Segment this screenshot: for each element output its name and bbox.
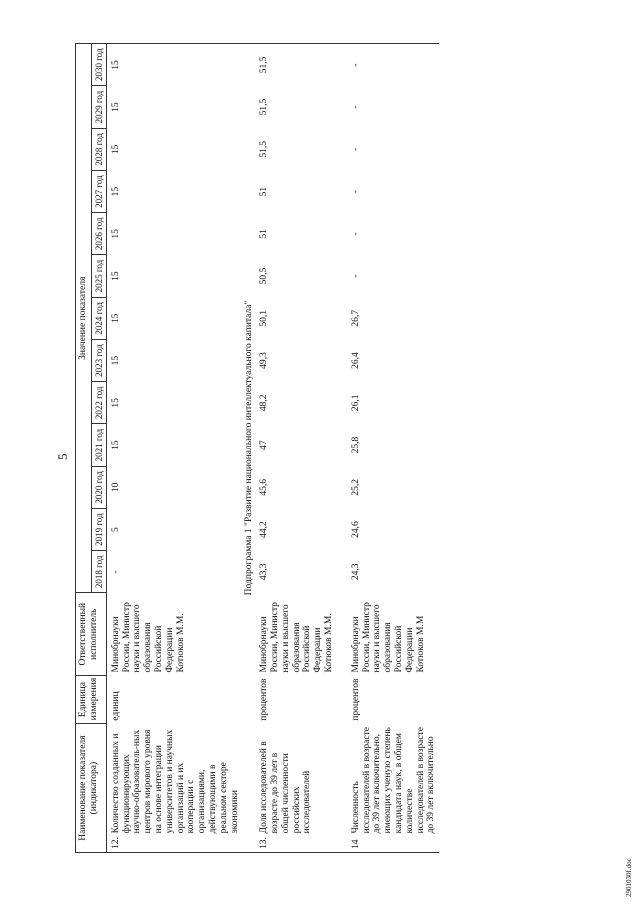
value-cell: 44,2 [259,521,270,538]
value-cell: 15 [110,313,121,324]
indicators-table [75,43,439,853]
value-cell: 50,5 [259,267,270,285]
value-cell: 25,2 [350,479,361,496]
value-cell: 24,3 [350,563,361,581]
executor-cell: Минобрнауки России, Министр науки и высшего образования Российской Федерации Котюков М.М. [259,602,334,673]
subprogram-title: Подпрограмма 1 "Развитие национального интеллектуального капитала" [242,44,257,853]
table-row [337,44,439,853]
value-cell: 15 [106,44,242,86]
value-cell: 15 [110,102,121,112]
indicator-name: Доля исследователей в возрасте до 39 лет в общей численности российских исследователей [259,741,313,834]
value-cell: 26,4 [350,352,361,369]
value-cell: 47 [259,440,270,450]
header-year: 2025 год [91,255,106,297]
value-cell: 51 [259,229,270,239]
unit-cell: процентов [259,678,270,721]
table-body [106,44,439,853]
footer-code: 2901030f.doc [625,858,633,897]
page-number: 5 [55,453,70,460]
table-row [106,44,242,853]
value-cell: - [350,190,361,194]
value-cell: - [110,570,121,574]
header-year: 2022 год [91,382,106,424]
table-header [76,44,107,853]
value-cell: - [337,44,439,86]
header-values: Значение показателя [76,44,92,593]
value-cell: 51,5 [259,141,270,158]
value-cell: 51,5 [257,44,337,86]
header-year: 2020 год [91,466,106,508]
value-cell: 51,5 [259,98,270,116]
value-cell: 49,3 [259,352,270,369]
value-cell: - [350,232,361,236]
header-year: 2026 год [91,213,106,255]
value-cell: 15 [110,186,121,197]
header-year: 2018 год [91,551,106,593]
subprogram-row [242,44,257,853]
value-cell: 15 [110,229,121,239]
value-cell: 5 [110,527,121,532]
value-cell: 15 [110,144,121,155]
unit-cell: процентов [350,678,361,721]
indicator-name: Количество созданных и функционирующих научно-образователь-ных центров мирового уровня на основе интеграции университетов и научных организаций и их кооперации с организациями, действующими в реальном секторе экономики [110,729,240,834]
value-cell: 24,6 [350,521,361,538]
value-cell: - [350,147,361,151]
header-unit: Единица измерения [76,675,107,723]
executor-cell: Минобрнауки России, Министр науки и высшего образования Российской Федерации Котюков М.М. [110,602,186,673]
value-cell: 15 [110,398,121,408]
executor-cell: Минобрнауки России, Министр науки и высшего образования Российской Федерации Котюков М.М [350,602,426,673]
value-cell: 50,1 [259,310,270,327]
value-cell: 26,7 [350,310,361,327]
value-cell: 15 [110,271,121,281]
unit-cell: единиц [110,691,121,721]
value-cell: 45,6 [259,479,270,496]
row-number: 14 [337,836,439,852]
header-year: 2030 год [91,44,106,86]
value-cell: 48,2 [259,394,270,412]
header-year: 2024 год [91,297,106,339]
value-cell: 51 [259,186,270,197]
value-cell: 10 [110,482,121,493]
header-year: 2027 год [91,170,106,212]
value-cell: 25,8 [350,436,361,454]
row-number: 13. [257,836,337,852]
value-cell: - [350,274,361,278]
header-year: 2029 год [91,86,106,128]
header-executor: Ответственный исполнитель [76,593,107,675]
header-year: 2019 год [91,508,106,550]
header-name: Наименование показателя (индикатора) [76,724,107,853]
row-number: 12. [106,836,242,852]
value-cell: 26,1 [350,394,361,412]
header-year: 2028 год [91,128,106,170]
value-cell: 15 [110,355,121,366]
value-cell: 43,3 [259,563,270,581]
value-cell: 15 [110,440,121,450]
value-cell: - [350,105,361,109]
header-year: 2021 год [91,424,106,466]
header-year: 2023 год [91,339,106,381]
indicator-name: Численность исследователей в возрасте до 39 лет включительно, имеющих ученую степень кандидата наук, в общем количестве исследователей в возрасте до 39 лет включительно [350,727,437,834]
table-row [257,44,337,853]
